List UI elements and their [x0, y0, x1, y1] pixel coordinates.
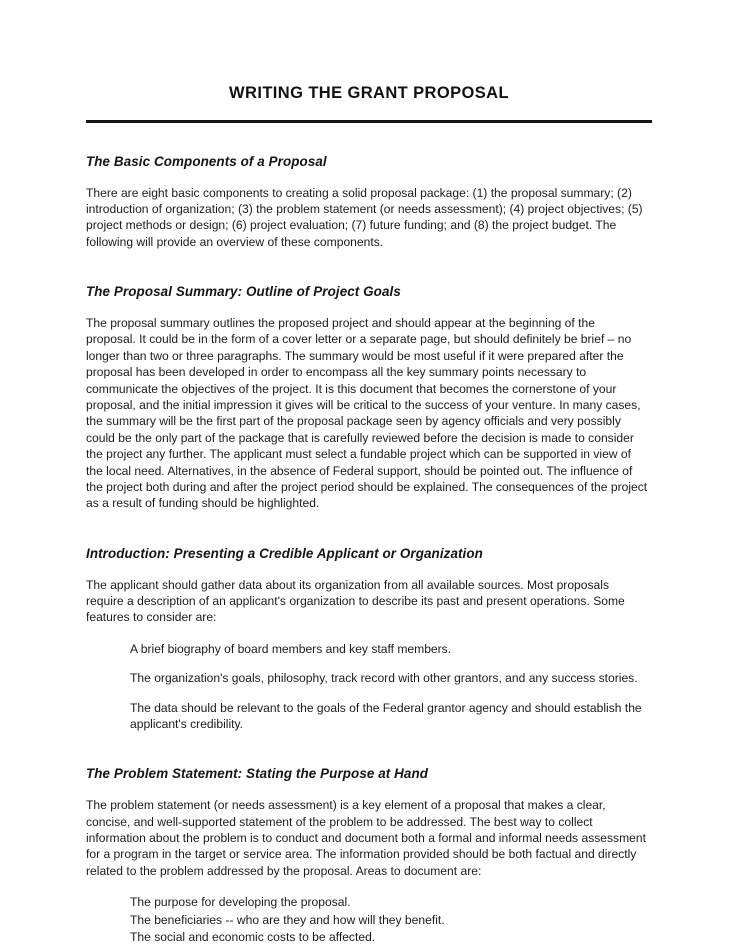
section-paragraph: The proposal summary outlines the proposed project and should appear at the beginning of the proposal. It could be in the form of a cover letter or a separate page, but should definitely be brief – no longer than two or three paragraphs. The summary would be most useful if it were prepared after the proposal has been developed in order to encompass all the key summary points necessary to communicate the objectives of the project. It is this document that becomes the cornerstone of your proposal, and the initial impression it gives will be critical to the success of your venture. In many cases, the summary will be the first part of the proposal package seen by agency officials and very possibly could be the only part of the package that is carefully reviewed before the decision is made to consider the project any further. The applicant must select a fundable project which can be supported in view of the local need. Alternatives, in the absence of Federal support, should be pointed out. The influence of the project both during and after the project period should be explained. The consequences of the project as a result of funding should be highlighted.	[86, 315, 648, 511]
spacer	[86, 171, 652, 185]
section-heading: The Problem Statement: Stating the Purpose at Hand	[86, 766, 429, 782]
section-item-list	[130, 641, 650, 733]
section-problem-statement	[86, 766, 652, 945]
document-content	[86, 0, 652, 945]
spacer	[86, 512, 652, 546]
list-item: A brief biography of board members and key staff members.	[130, 641, 452, 656]
section-item-list	[130, 894, 650, 945]
page-title: WRITING THE GRANT PROPOSAL	[229, 84, 509, 102]
spacer	[86, 783, 652, 797]
section-paragraph: The problem statement (or needs assessment) is a key element of a proposal that makes a clear, concise, and well-supported statement of the problem to be addressed. The best way to collect information about the problem is to conduct and document both a formal and informal needs assessment for a program in the target or service area. The information provided should be both factual and directly related to the problem addressed by the proposal. Areas to document are:	[86, 798, 646, 878]
spacer	[86, 250, 652, 284]
list-item: The purpose for developing the proposal.	[130, 895, 351, 910]
spacer	[86, 301, 652, 315]
section-proposal-summary	[86, 284, 652, 512]
section-introduction	[86, 546, 652, 733]
introduction-list-block	[130, 641, 652, 733]
section-paragraph: There are eight basic components to creating a solid proposal package: (1) the proposal summary; (2) introduction of organization; (3) the problem statement (or needs assessment); (4) project objectives; (5) project methods or design; (6) project evaluation; (7) future funding; and (8) the project budget. The following will provide an overview of these components.	[86, 185, 643, 249]
spacer	[86, 879, 652, 894]
section-heading: Introduction: Presenting a Credible Applicant or Organization	[86, 545, 483, 561]
section-heading: The Proposal Summary: Outline of Project Goals	[86, 284, 401, 300]
problem-statement-list-block	[130, 894, 652, 945]
list-item: The organization's goals, philosophy, track record with other grantors, and any success stories.	[130, 671, 638, 686]
list-item: The beneficiaries -- who are they and how will they benefit.	[130, 912, 445, 927]
spacer	[86, 563, 652, 577]
section-paragraph: The applicant should gather data about its organization from all available sources. Most proposals require a description of an applicant's organization to describe its past and present operations. Some features to consider are:	[86, 577, 625, 625]
section-heading: The Basic Components of a Proposal	[86, 153, 327, 169]
list-item: The data should be relevant to the goals of the Federal grantor agency and should establish the applicant's credibility.	[130, 700, 642, 731]
list-item: The social and economic costs to be affected.	[130, 929, 376, 944]
section-basic-components	[86, 154, 652, 250]
spacer	[86, 626, 652, 641]
spacer	[86, 732, 652, 766]
spacer	[86, 123, 652, 154]
